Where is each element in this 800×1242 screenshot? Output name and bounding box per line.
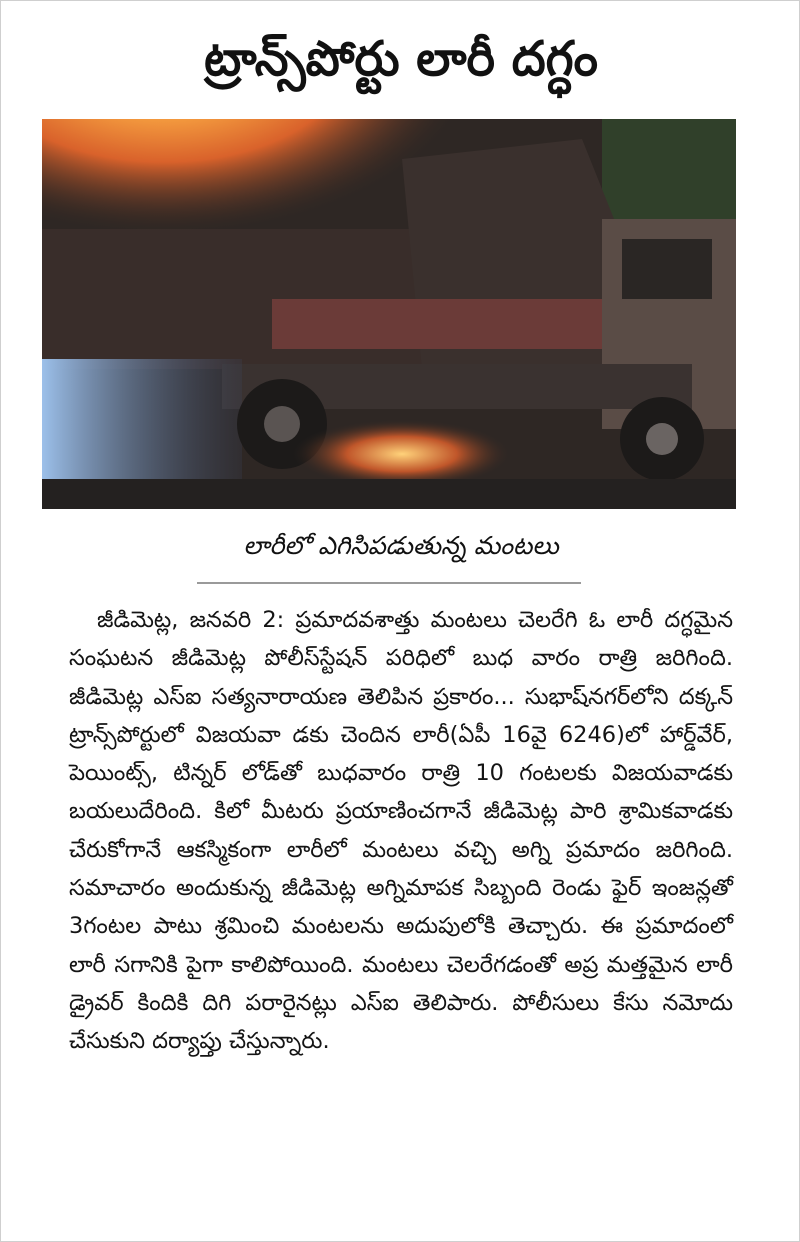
photo-caption: లారీలో ఎగిసిపడుతున్న మంటలు <box>243 531 559 560</box>
headline: ట్రాన్స్‌పోర్టు లారీ దగ్ధం <box>204 31 598 87</box>
article-body <box>69 601 733 1061</box>
caption-divider <box>197 582 581 584</box>
article-paragraph: జీడిమెట్ల, జనవరి 2: ప్రమాదవశాత్తు మంటలు చెలరేగి ఓ లారీ దగ్ధమైన సంఘటన జీడిమెట్ల పోలీస్‌స్టేషన్ పరిధిలో బుధ వారం రాత్రి జరిగింది. జీడిమెట్ల ఎస్ఐ సత్యనారాయణ తెలిపిన ప్రకారం... సుభాష్‌నగర్‌లోని దక్కన్ ట్రాన్స్‌పోర్టులో విజయవా డకు చెందిన లారీ(ఏపీ 16వై 6246)లో హార్డ్‌వేర్, పెయింట్స్, టిన్నర్ లోడ్‌తో బుధవారం రాత్రి 10 గంటలకు విజయవాడకు బయలుదేరింది. కిలో మీటరు ప్రయాణించగానే జీడిమెట్ల పారి శ్రామికవాడకు చేరుకోగానే ఆకస్మికంగా లారీలో మంటలు వచ్చి అగ్ని ప్రమాదం జరిగింది. సమాచారం అందుకున్న జీడిమెట్ల అగ్నిమాపక సిబ్బంది రెండు ఫైర్ ఇంజన్లతో 3గంటల పాటు శ్రమించి మంటలను అదుపులోకి తెచ్చారు. ఈ ప్రమాదంలో లారీ సగానికి పైగా కాలిపోయింది. మంటలు చెలరేగడంతో అప్ర మత్తమైన లారీ డ్రైవర్ కిందికి దిగి పరారైనట్లు ఎస్ఐ తెలిపారు. పోలీసులు కేసు నమోదు చేసుకుని దర్యాప్తు చేస్తున్నారు. <box>69 607 733 1055</box>
burning-lorry-photo <box>42 119 736 509</box>
photo-illustration <box>42 119 736 509</box>
